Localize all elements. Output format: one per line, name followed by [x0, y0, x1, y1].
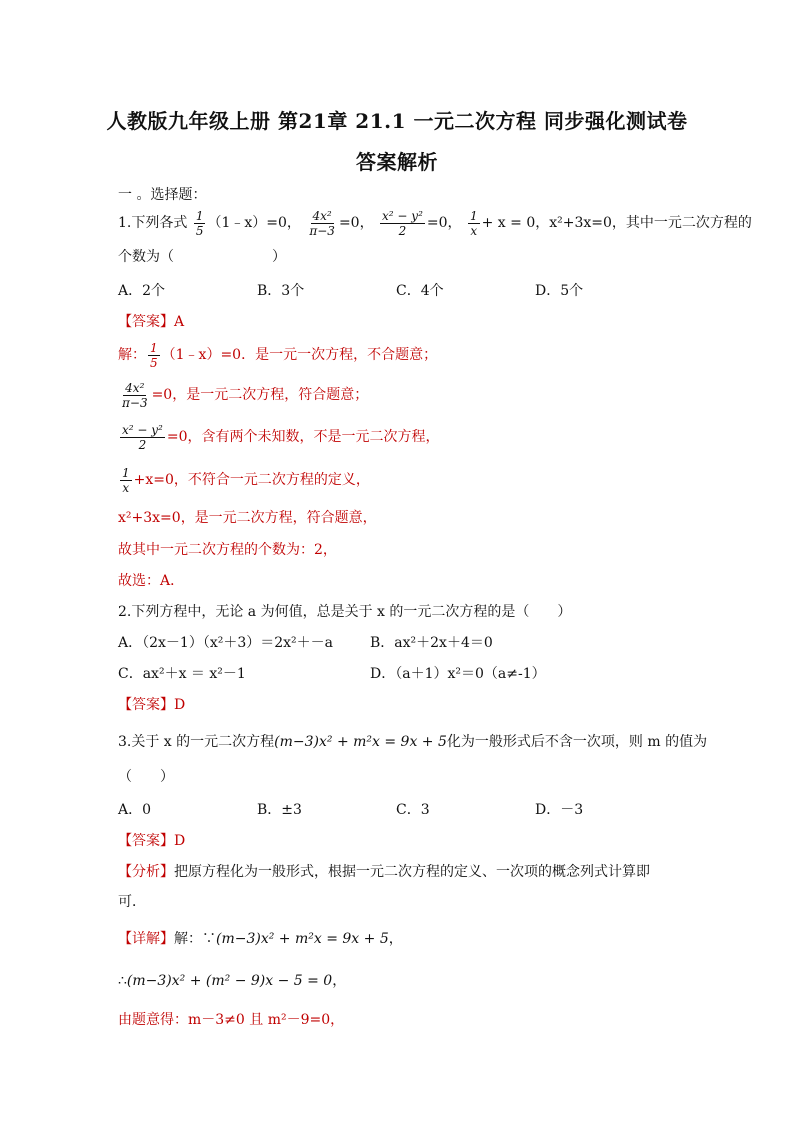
q3-stem-line2: （ ）	[118, 769, 174, 785]
q1-solution-2: $\frac{\text{4x²}}{\pi-3}$ =0，是一元二次方程，符合题意；	[122, 380, 369, 410]
q1-option-c: C．4个	[396, 283, 444, 299]
q3-option-a: A．0	[118, 802, 152, 818]
q3-stem: 3.关于 x 的一元二次方程(m−3)x² + m²x = 9x + 5化为一般形式后不含一次项，则 m 的值为	[118, 734, 708, 750]
q2-option-a: A．（2x－1）（x²＋3）＝2x²＋－a	[118, 635, 333, 651]
q1-solution-7: 故选：A．	[118, 573, 185, 589]
q1-solution-4: $\frac{1}{x}$ +x=0，不符合一元二次方程的定义，	[122, 465, 370, 495]
q1-option-a: A．2个	[118, 283, 166, 299]
q1-solution-6: 故其中一元二次方程的个数为：2，	[118, 542, 337, 558]
equation: (m−3)x² + m²x = 9x + 5	[274, 734, 447, 750]
fraction: $\frac{\text{x² − y²}}{2}$	[122, 422, 163, 452]
q1-stem: 1.下列各式 $\frac{1}{5}$ （1﹣x）=0， $\frac{\text{4x²}}{\pi-3}$ =0， $\frac{\text{x² − y²}}{2}$ =0， $\frac{1}{x}$ + x = 0，x²+3x=0，其中一元二次方程的	[118, 208, 752, 238]
q1-stem-line2: 个数为（ ）	[118, 249, 286, 265]
equation: (m−3)x² + m²x = 9x + 5	[216, 931, 389, 947]
q3-answer: 【答案】D	[118, 833, 186, 849]
q1-solution-3: $\frac{\text{x² − y²}}{2}$ =0，含有两个未知数，不是一元二次方程，	[122, 422, 440, 452]
q2-stem: 2.下列方程中，无论 a 为何值，总是关于 x 的一元二次方程的是（ ）	[118, 604, 572, 620]
q3-option-d: D．－3	[535, 802, 584, 818]
q1-option-b: B．3个	[257, 283, 305, 299]
equation: (m−3)x² + (m² − 9)x − 5 = 0	[126, 973, 333, 989]
fraction: $\frac{1}{x}$	[122, 465, 130, 495]
q2-answer: 【答案】D	[118, 697, 186, 713]
document-subtitle: 答案解析	[356, 150, 438, 174]
fraction: $\frac{1}{x}$	[469, 208, 478, 238]
q2-option-d: D．（a＋1）x²＝0（a≠-1）	[370, 666, 546, 682]
fraction: $\frac{\text{4x²}}{\pi-3}$	[309, 208, 335, 238]
fraction: $\frac{1}{5}$	[150, 340, 158, 370]
document-title: 人教版九年级上册 第21章 21.1 一元二次方程 同步强化测试卷	[106, 109, 688, 133]
q3-option-c: C．3	[396, 802, 430, 818]
q2-option-b: B．ax²＋2x＋4＝0	[370, 635, 493, 651]
q3-step3: 由题意得：m－3≠0 且 m²－9=0，	[118, 1012, 345, 1028]
q3-step2: ∴(m−3)x² + (m² − 9)x − 5 = 0，	[118, 973, 347, 989]
fraction: $\frac{\text{x² − y²}}{2}$	[382, 208, 423, 238]
q3-analysis-line2: 可．	[118, 894, 146, 910]
q2-option-c: C．ax²＋x ＝ x²－1	[118, 666, 246, 682]
fraction: $\frac{1}{5}$	[195, 208, 204, 238]
q3-analysis: 【分析】把原方程化为一般形式，根据一元二次方程的定义、一次项的概念列式计算即	[118, 864, 650, 880]
q3-detail: 【详解】解：∵(m−3)x² + m²x = 9x + 5，	[118, 931, 403, 947]
section-heading: 一 。选择题：	[118, 187, 207, 203]
q3-option-b: B．±3	[257, 802, 302, 818]
fraction: $\frac{\text{4x²}}{\pi-3}$	[122, 380, 148, 410]
q1-answer: 【答案】A	[118, 314, 185, 330]
q1-option-d: D．5个	[535, 283, 584, 299]
q1-solution-1: 解： $\frac{1}{5}$ （1﹣x）=0．是一元一次方程，不合题意；	[118, 340, 438, 370]
q1-solution-5: x²+3x=0，是一元二次方程，符合题意，	[118, 510, 377, 526]
